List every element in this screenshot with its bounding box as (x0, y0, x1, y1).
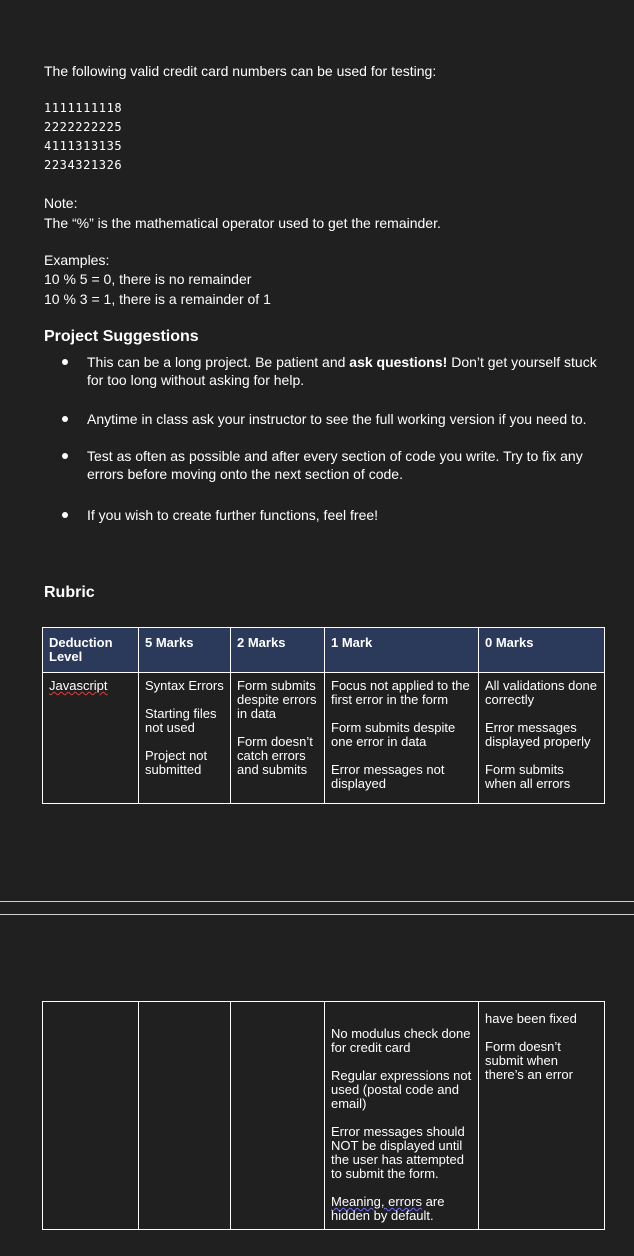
header-0-marks: 0 Marks (479, 628, 605, 673)
criterion: Form doesn’t catch errors and submits (237, 734, 313, 777)
empty-cell (231, 1002, 325, 1230)
rubric-table-continued (42, 1001, 605, 1230)
page-break-divider (0, 914, 634, 915)
table-row (43, 673, 605, 804)
table-header-row (43, 628, 605, 673)
card-number: 2234321326 (44, 158, 123, 172)
cell-2-marks (231, 673, 325, 804)
suggestion-text: This can be a long project. Be patient and (87, 354, 350, 370)
row-label-cell (43, 673, 139, 804)
example-line: 10 % 3 = 1, there is a remainder of 1 (44, 291, 271, 307)
page-break-divider (0, 901, 634, 902)
suggestions-heading: Project Suggestions (44, 328, 199, 345)
bullet-icon (62, 453, 68, 459)
criterion: Form submits despite one error in data (331, 720, 456, 749)
suggestion-text-end: Don’t get yourself stuck for too long without asking for help. (87, 354, 597, 388)
card-number: 2222222225 (44, 120, 123, 134)
underlined-phrase: Meaning, errors (331, 1194, 423, 1209)
card-number: 1111111118 (44, 101, 123, 115)
criterion: All validations done correctly (485, 678, 598, 707)
criterion: No modulus check done for credit card (331, 1026, 471, 1055)
cell-0-marks (479, 1002, 605, 1230)
criterion: Form submits despite errors in data (237, 678, 317, 721)
cell-5-marks (139, 673, 231, 804)
criterion: have been fixed (485, 1011, 577, 1026)
note-text: The “%” is the mathematical operator used to get the remainder. (44, 215, 441, 231)
rubric-table (42, 627, 605, 804)
criterion: Error messages displayed properly (485, 720, 591, 749)
note-label: Note: (44, 195, 78, 211)
intro-text: The following valid credit card numbers can be used for testing: (44, 63, 437, 79)
rubric-heading: Rubric (44, 584, 95, 601)
bullet-icon (62, 359, 68, 365)
card-number-list (44, 99, 122, 175)
criterion (331, 1195, 472, 1223)
criterion: Error messages should NOT be displayed until the user has attempted to submit the form. (331, 1124, 465, 1181)
suggestion-text: If you wish to create further functions, feel free! (87, 507, 379, 523)
example-line: 10 % 5 = 0, there is no remainder (44, 271, 252, 287)
criterion: Form doesn’t submit when there’s an error (485, 1039, 573, 1082)
table-row (43, 1002, 605, 1230)
cell-0-marks (479, 673, 605, 804)
cell-1-mark (325, 673, 479, 804)
header-deduction-level: Deduction Level (43, 628, 139, 673)
empty-cell (139, 1002, 231, 1230)
examples-label: Examples: (44, 252, 110, 268)
bullet-icon (62, 416, 68, 422)
criterion: Error messages not displayed (331, 762, 445, 791)
criterion: Starting files not used (145, 706, 217, 735)
criterion: Syntax Errors (145, 678, 224, 693)
header-5-marks: 5 Marks (139, 628, 231, 673)
bullet-icon (62, 512, 68, 518)
card-number: 4111313135 (44, 139, 123, 153)
suggestion-text: Anytime in class ask your instructor to see the full working version if you need to. (87, 411, 587, 427)
header-2-marks: 2 Marks (231, 628, 325, 673)
suggestion-bold: ask questions! (349, 354, 448, 370)
criterion: Focus not applied to the first error in the form (331, 678, 470, 707)
criterion-rest: are hidden by default. (331, 1194, 445, 1223)
criterion: Project not submitted (145, 748, 208, 777)
cell-1-mark (325, 1002, 479, 1230)
criterion: Form submits when all errors (485, 762, 571, 791)
empty-cell (43, 1002, 139, 1230)
row-label: Javascript (49, 678, 108, 693)
suggestion-text: Test as often as possible and after every section of code you write. Try to fix any errors before moving onto the next section of code. (87, 448, 583, 482)
header-1-mark: 1 Mark (325, 628, 479, 673)
criterion: Regular expressions not used (postal code and email) (331, 1068, 472, 1111)
